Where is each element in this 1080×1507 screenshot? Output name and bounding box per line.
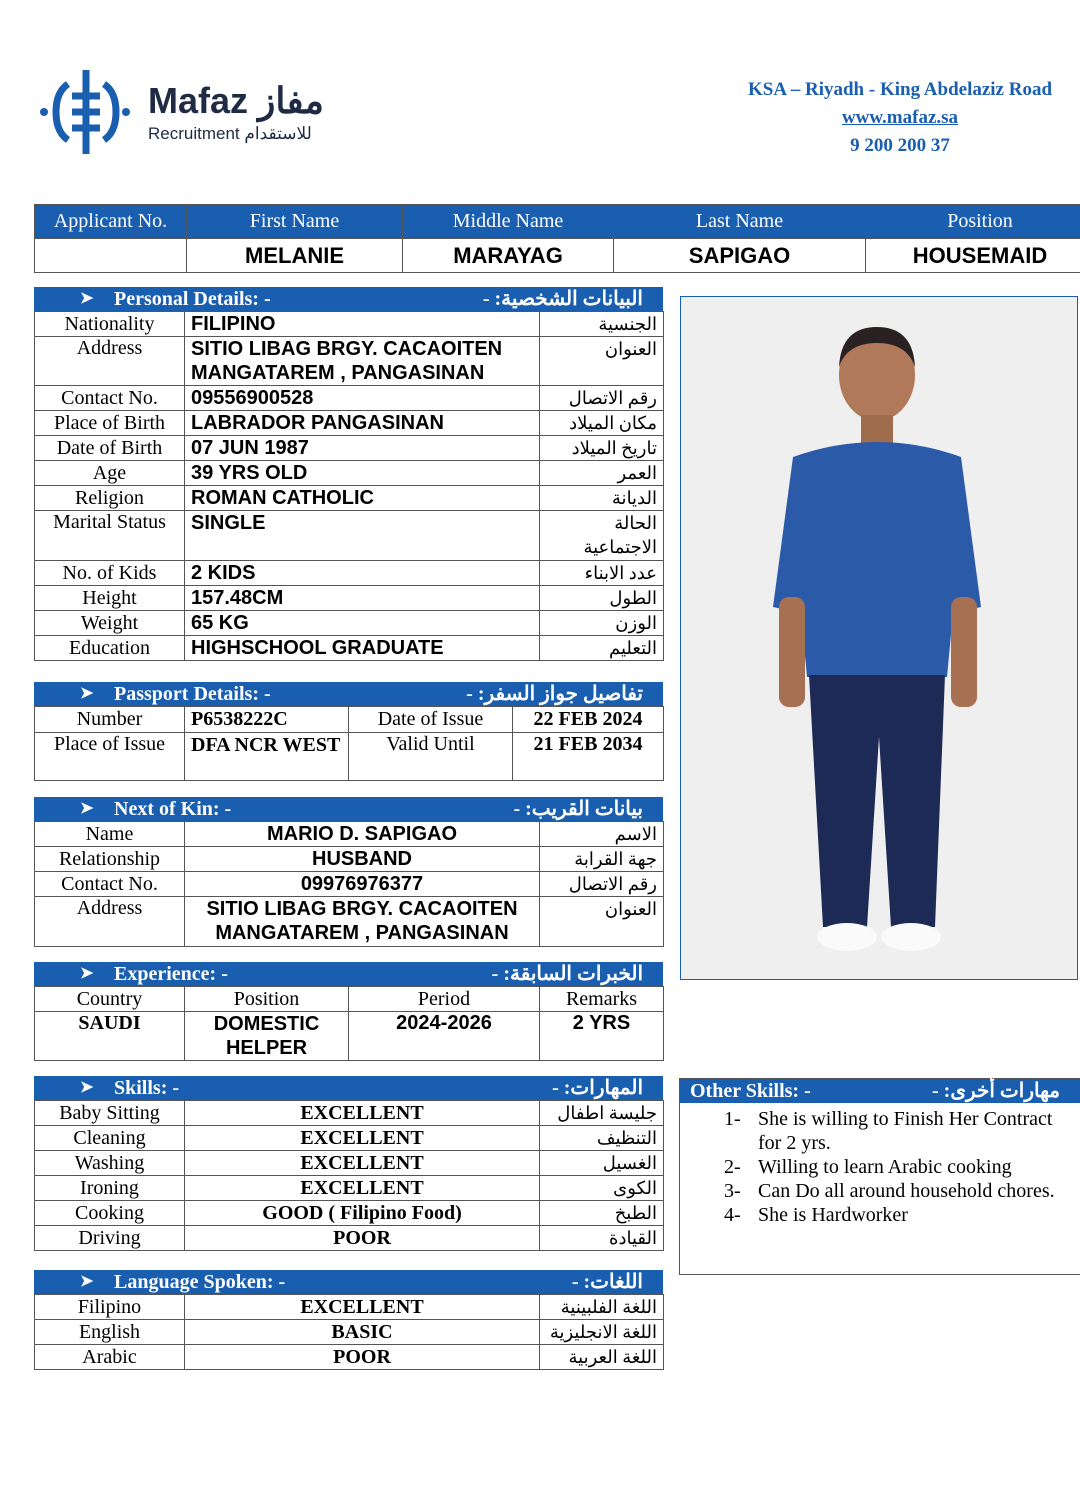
row-label: Filipino xyxy=(35,1295,185,1320)
logo xyxy=(38,62,348,166)
table-row xyxy=(35,1101,664,1126)
row-value: EXCELLENT xyxy=(185,1151,540,1176)
row-arabic-label: القيادة xyxy=(540,1226,664,1251)
passport-issue-date: 22 FEB 2024 xyxy=(513,707,664,733)
applicant-table xyxy=(34,204,1080,273)
exp-header-period: Period xyxy=(349,987,540,1012)
skills-section-header: ➤ Skills: - المهارات: - xyxy=(34,1076,663,1100)
row-arabic-label: الحالة الاجتماعية xyxy=(540,511,664,561)
arrow-icon: ➤ xyxy=(80,685,94,702)
table-row xyxy=(35,872,664,897)
table-row xyxy=(35,897,664,947)
row-label: Address xyxy=(35,337,185,386)
row-value: POOR xyxy=(185,1226,540,1251)
passport-place: DFA NCR WEST xyxy=(185,733,349,781)
applicant-header-middle: Middle Name xyxy=(403,205,614,239)
other-skills-list xyxy=(680,1107,1080,1227)
row-arabic-label: جهة القرابة xyxy=(540,847,664,872)
row-arabic-label: الغسيل xyxy=(540,1151,664,1176)
passport-place-label: Place of Issue xyxy=(35,733,185,781)
row-arabic-label: رقم الاتصال xyxy=(540,872,664,897)
row-arabic-label: الديانة xyxy=(540,486,664,511)
row-arabic-label: الكوى xyxy=(540,1176,664,1201)
exp-position: DOMESTIC HELPER xyxy=(185,1012,349,1061)
row-value: ROMAN CATHOLIC xyxy=(185,486,540,511)
row-label: Religion xyxy=(35,486,185,511)
table-row xyxy=(35,847,664,872)
list-item-number: 4- xyxy=(724,1204,741,1226)
row-arabic-label: العنوان xyxy=(540,337,664,386)
row-value: EXCELLENT xyxy=(185,1126,540,1151)
row-value: SITIO LIBAG BRGY. CACAOITEN MANGATAREM , PANGASINAN xyxy=(185,337,540,386)
arrow-icon: ➤ xyxy=(80,800,94,817)
table-row xyxy=(35,586,664,611)
table-row xyxy=(35,1126,664,1151)
personal-section-header: ➤ Personal Details: - البيانات الشخصية: - xyxy=(34,287,663,311)
row-value: EXCELLENT xyxy=(185,1101,540,1126)
passport-valid-until: 21 FEB 2034 xyxy=(513,733,664,781)
row-label: Contact No. xyxy=(35,386,185,411)
table-row xyxy=(35,411,664,436)
row-value: EXCELLENT xyxy=(185,1176,540,1201)
row-label: Place of Birth xyxy=(35,411,185,436)
row-arabic-label: الطول xyxy=(540,586,664,611)
list-item-text: Can Do all around household chores. xyxy=(758,1180,1055,1202)
exp-period: 2024-2026 xyxy=(349,1012,540,1061)
table-row xyxy=(35,337,664,386)
row-label: Driving xyxy=(35,1226,185,1251)
exp-header-country: Country xyxy=(35,987,185,1012)
row-arabic-label: اللغة الفلبينية xyxy=(540,1295,664,1320)
list-item xyxy=(680,1107,1080,1155)
table-row xyxy=(35,561,664,586)
row-arabic-label: العنوان xyxy=(540,897,664,947)
contact-block xyxy=(720,76,1080,160)
other-skills-header: Other Skills: - مهارات أخرى: - xyxy=(680,1079,1080,1103)
contact-phone: 9 200 200 37 xyxy=(850,135,950,156)
row-arabic-label: العمر xyxy=(540,461,664,486)
exp-header-position: Position xyxy=(185,987,349,1012)
arrow-icon: ➤ xyxy=(80,290,94,307)
list-item-number: 3- xyxy=(724,1180,741,1202)
row-label: Ironing xyxy=(35,1176,185,1201)
applicant-header-first: First Name xyxy=(187,205,403,239)
table-row xyxy=(35,1226,664,1251)
row-label: Arabic xyxy=(35,1345,185,1370)
row-arabic-label: مكان الميلاد xyxy=(540,411,664,436)
row-value: LABRADOR PANGASINAN xyxy=(185,411,540,436)
applicant-last-name: SAPIGAO xyxy=(614,239,866,273)
row-label: Marital Status xyxy=(35,511,185,561)
row-value: FILIPINO xyxy=(185,312,540,337)
row-value: SINGLE xyxy=(185,511,540,561)
table-row xyxy=(35,461,664,486)
row-arabic-label: الاسم xyxy=(540,822,664,847)
list-item-text: Willing to learn Arabic cooking xyxy=(758,1156,1012,1178)
contact-address: KSA – Riyadh - King Abdelaziz Road xyxy=(747,79,1053,100)
exp-header-remarks: Remarks xyxy=(540,987,664,1012)
table-row xyxy=(35,1345,664,1370)
row-value: HIGHSCHOOL GRADUATE xyxy=(185,636,540,661)
table-row xyxy=(35,312,664,337)
row-value: MARIO D. SAPIGAO xyxy=(185,822,540,847)
kin-table xyxy=(34,821,664,947)
arrow-icon: ➤ xyxy=(80,1079,94,1096)
row-label: Relationship xyxy=(35,847,185,872)
table-row xyxy=(35,386,664,411)
applicant-first-name: MELANIE xyxy=(187,239,403,273)
row-value: GOOD ( Filipino Food) xyxy=(185,1201,540,1226)
row-value: EXCELLENT xyxy=(185,1295,540,1320)
personal-table xyxy=(34,311,664,661)
exp-remarks: 2 YRS xyxy=(540,1012,664,1061)
row-label: Cleaning xyxy=(35,1126,185,1151)
row-value: 39 YRS OLD xyxy=(185,461,540,486)
row-arabic-label: اللغة الانجليزية xyxy=(540,1320,664,1345)
passport-number-label: Number xyxy=(35,707,185,733)
list-item-text: She is Hardworker xyxy=(758,1204,908,1226)
row-label: Height xyxy=(35,586,185,611)
experience-table xyxy=(34,986,664,1061)
row-label: Name xyxy=(35,822,185,847)
applicant-header-no: Applicant No. xyxy=(35,205,187,239)
table-row xyxy=(35,1320,664,1345)
passport-number: P6538222C xyxy=(185,707,349,733)
row-arabic-label: رقم الاتصال xyxy=(540,386,664,411)
language-section-header: ➤ Language Spoken: - اللغات: - xyxy=(34,1270,663,1294)
row-value: 157.48CM xyxy=(185,586,540,611)
row-arabic-label: عدد الابناء xyxy=(540,561,664,586)
row-value: 09976976377 xyxy=(185,872,540,897)
table-row xyxy=(35,436,664,461)
language-table xyxy=(34,1294,664,1370)
row-arabic-label: التنظيف xyxy=(540,1126,664,1151)
exp-country: SAUDI xyxy=(35,1012,185,1061)
experience-section-header: ➤ Experience: - الخبرات السابقة: - xyxy=(34,962,663,986)
row-label: Contact No. xyxy=(35,872,185,897)
row-label: English xyxy=(35,1320,185,1345)
other-skills-box xyxy=(679,1078,1080,1275)
table-row xyxy=(35,1176,664,1201)
applicant-header-position: Position xyxy=(866,205,1080,239)
row-arabic-label: الجنسية xyxy=(540,312,664,337)
passport-issue-label: Date of Issue xyxy=(349,707,513,733)
arrow-icon: ➤ xyxy=(80,1273,94,1290)
logo-mark-icon xyxy=(38,62,134,162)
row-value: 07 JUN 1987 xyxy=(185,436,540,461)
row-value: 65 KG xyxy=(185,611,540,636)
list-item xyxy=(680,1155,1080,1179)
brand-name: Mafaz مفاز xyxy=(148,80,324,121)
contact-website[interactable]: www.mafaz.sa xyxy=(841,107,959,128)
row-label: Baby Sitting xyxy=(35,1101,185,1126)
row-value: BASIC xyxy=(185,1320,540,1345)
applicant-photo xyxy=(680,296,1078,980)
row-label: No. of Kids xyxy=(35,561,185,586)
kin-section-header: ➤ Next of Kin: - بيانات القريب: - xyxy=(34,797,663,821)
list-item-text: She is willing to Finish Her Contract for 2 yrs. xyxy=(758,1108,1053,1154)
applicant-position: HOUSEMAID xyxy=(866,239,1080,273)
table-row xyxy=(35,486,664,511)
passport-section-header: ➤ Passport Details: - تفاصيل جواز السفر: - xyxy=(34,682,663,706)
row-value: 2 KIDS xyxy=(185,561,540,586)
row-arabic-label: الوزن xyxy=(540,611,664,636)
brand-sub: Recruitment للاستقدام xyxy=(148,124,312,143)
row-label: Education xyxy=(35,636,185,661)
skills-table xyxy=(34,1100,664,1251)
table-row xyxy=(35,511,664,561)
table-row xyxy=(35,1201,664,1226)
table-row xyxy=(35,1151,664,1176)
list-item-number: 1- xyxy=(724,1108,741,1130)
row-value: HUSBAND xyxy=(185,847,540,872)
arrow-icon: ➤ xyxy=(80,965,94,982)
applicant-middle-name: MARAYAG xyxy=(403,239,614,273)
row-label: Nationality xyxy=(35,312,185,337)
row-arabic-label: جليسة اطفال xyxy=(540,1101,664,1126)
row-label: Date of Birth xyxy=(35,436,185,461)
row-label: Age xyxy=(35,461,185,486)
passport-valid-label: Valid Until xyxy=(349,733,513,781)
row-arabic-label: تاريخ الميلاد xyxy=(540,436,664,461)
row-arabic-label: الطبخ xyxy=(540,1201,664,1226)
passport-table xyxy=(34,706,664,781)
table-row xyxy=(35,611,664,636)
list-item xyxy=(680,1203,1080,1227)
row-arabic-label: التعليم xyxy=(540,636,664,661)
row-label: Address xyxy=(35,897,185,947)
applicant-no xyxy=(35,239,187,273)
list-item-number: 2- xyxy=(724,1156,741,1178)
row-value: POOR xyxy=(185,1345,540,1370)
person-icon xyxy=(681,297,1077,979)
row-value: SITIO LIBAG BRGY. CACAOITEN MANGATAREM , PANGASINAN xyxy=(185,897,540,947)
list-item xyxy=(680,1179,1080,1203)
table-row xyxy=(35,1295,664,1320)
row-label: Washing xyxy=(35,1151,185,1176)
row-value: 09556900528 xyxy=(185,386,540,411)
row-arabic-label: اللغة العربية xyxy=(540,1345,664,1370)
table-row xyxy=(35,822,664,847)
row-label: Cooking xyxy=(35,1201,185,1226)
applicant-header-last: Last Name xyxy=(614,205,866,239)
row-label: Weight xyxy=(35,611,185,636)
table-row xyxy=(35,636,664,661)
